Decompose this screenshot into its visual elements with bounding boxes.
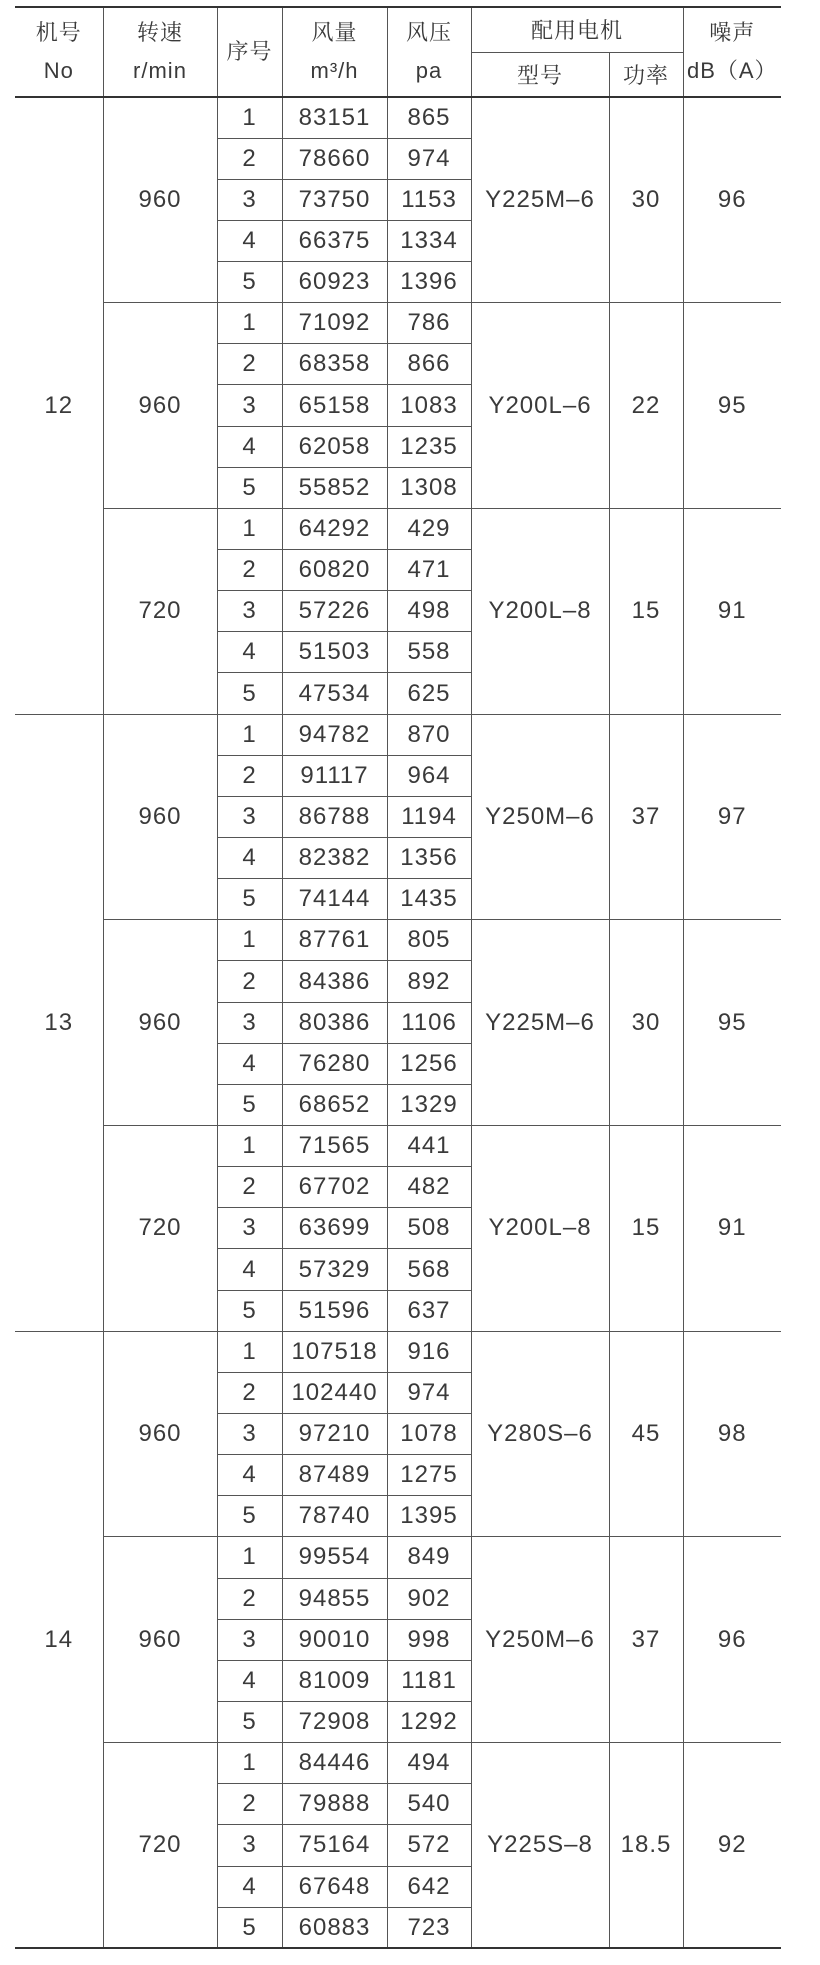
airflow-cell: 102440 [282,1372,387,1413]
airflow-cell: 51596 [282,1290,387,1331]
seq-cell: 3 [217,1619,282,1660]
header-speed-cn: 转速 [136,20,183,45]
header-noise-unit: dB（A） [686,58,778,83]
seq-cell: 3 [217,1414,282,1455]
noise-cell: 91 [683,508,781,714]
pressure-cell: 1106 [387,1002,471,1043]
pressure-cell: 786 [387,303,471,344]
table-row [15,1537,781,1578]
header-seq [217,7,282,97]
pressure-cell: 805 [387,920,471,961]
seq-cell: 5 [217,1084,282,1125]
machine-no-cell: 14 [15,1331,103,1948]
seq-cell: 3 [217,591,282,632]
airflow-cell: 99554 [282,1537,387,1578]
airflow-cell: 78660 [282,138,387,179]
airflow-cell: 68358 [282,344,387,385]
noise-cell: 97 [683,714,781,920]
seq-cell: 2 [217,1372,282,1413]
header-pressure [387,7,471,97]
speed-cell: 960 [103,714,217,920]
airflow-cell: 79888 [282,1784,387,1825]
motor-model-cell: Y200L–6 [471,303,609,509]
seq-cell: 2 [217,1578,282,1619]
pressure-cell: 1292 [387,1701,471,1742]
airflow-cell: 51503 [282,632,387,673]
fan-performance-table [15,6,781,1949]
motor-power-cell: 45 [609,1331,683,1537]
header-motor-title: 配用电机 [531,18,624,44]
noise-cell: 98 [683,1331,781,1537]
pressure-cell: 1194 [387,796,471,837]
seq-cell: 4 [217,1043,282,1084]
airflow-cell: 76280 [282,1043,387,1084]
airflow-cell: 87761 [282,920,387,961]
pressure-cell: 441 [387,1126,471,1167]
speed-cell: 960 [103,97,217,303]
motor-model-cell: Y225M–6 [471,920,609,1126]
pressure-cell: 642 [387,1866,471,1907]
seq-cell: 2 [217,1784,282,1825]
header-motor-power [609,52,683,97]
airflow-cell: 78740 [282,1496,387,1537]
seq-cell: 5 [217,879,282,920]
airflow-cell: 71565 [282,1126,387,1167]
header-machine-no [15,7,103,97]
noise-cell: 96 [683,97,781,303]
header-speed-unit: r/min [133,58,187,83]
seq-cell: 5 [217,467,282,508]
pressure-cell: 494 [387,1743,471,1784]
airflow-cell: 87489 [282,1455,387,1496]
airflow-cell: 97210 [282,1414,387,1455]
speed-cell: 720 [103,1743,217,1949]
seq-cell: 4 [217,632,282,673]
seq-cell: 5 [217,1907,282,1948]
table-row [15,303,781,344]
airflow-cell: 80386 [282,1002,387,1043]
noise-cell: 96 [683,1537,781,1743]
seq-cell: 4 [217,1866,282,1907]
noise-cell: 92 [683,1743,781,1949]
table-body [15,97,781,1948]
airflow-cell: 71092 [282,303,387,344]
pressure-cell: 974 [387,138,471,179]
noise-cell: 95 [683,920,781,1126]
motor-power-cell: 30 [609,97,683,303]
airflow-cell: 81009 [282,1660,387,1701]
speed-cell: 960 [103,1331,217,1537]
airflow-cell: 84386 [282,961,387,1002]
seq-cell: 4 [217,1455,282,1496]
header-motor-power-label: 功率 [623,62,670,88]
header-machine-no-cn: 机号 [35,20,82,45]
airflow-cell: 57329 [282,1249,387,1290]
speed-cell: 720 [103,1126,217,1332]
seq-cell: 3 [217,1825,282,1866]
airflow-cell: 60883 [282,1907,387,1948]
pressure-cell: 1308 [387,467,471,508]
airflow-cell: 63699 [282,1208,387,1249]
seq-cell: 1 [217,714,282,755]
pressure-cell: 558 [387,632,471,673]
pressure-cell: 1275 [387,1455,471,1496]
airflow-cell: 86788 [282,796,387,837]
pressure-cell: 508 [387,1208,471,1249]
airflow-cell: 66375 [282,220,387,261]
pressure-cell: 1256 [387,1043,471,1084]
motor-model-cell: Y250M–6 [471,714,609,920]
airflow-cell: 62058 [282,426,387,467]
seq-cell: 1 [217,97,282,138]
speed-cell: 960 [103,1537,217,1743]
pressure-cell: 1181 [387,1660,471,1701]
header-motor-model-label: 型号 [516,62,563,88]
motor-model-cell: Y250M–6 [471,1537,609,1743]
pressure-cell: 723 [387,1907,471,1948]
header-row [15,7,781,52]
motor-power-cell: 30 [609,920,683,1126]
airflow-cell: 94855 [282,1578,387,1619]
seq-cell: 3 [217,179,282,220]
seq-cell: 2 [217,550,282,591]
airflow-cell: 107518 [282,1331,387,1372]
airflow-cell: 83151 [282,97,387,138]
pressure-cell: 892 [387,961,471,1002]
pressure-cell: 1334 [387,220,471,261]
seq-cell: 4 [217,426,282,467]
seq-cell: 1 [217,920,282,961]
header-airflow [282,7,387,97]
table-row [15,920,781,961]
pressure-cell: 1396 [387,262,471,303]
speed-cell: 720 [103,508,217,714]
pressure-cell: 1153 [387,179,471,220]
header-pressure-cn: 风压 [405,20,452,45]
machine-no-cell: 12 [15,97,103,714]
airflow-cell: 68652 [282,1084,387,1125]
airflow-cell: 47534 [282,673,387,714]
pressure-cell: 572 [387,1825,471,1866]
header-airflow-unit: m³/h [310,58,359,83]
noise-cell: 91 [683,1126,781,1332]
table-row [15,97,781,138]
header-airflow-cn: 风量 [311,20,358,45]
seq-cell: 5 [217,1496,282,1537]
pressure-cell: 568 [387,1249,471,1290]
seq-cell: 2 [217,961,282,1002]
seq-cell: 5 [217,673,282,714]
motor-model-cell: Y280S–6 [471,1331,609,1537]
seq-cell: 1 [217,1743,282,1784]
seq-cell: 5 [217,1290,282,1331]
airflow-cell: 91117 [282,755,387,796]
motor-power-cell: 15 [609,508,683,714]
seq-cell: 2 [217,755,282,796]
header-seq-label: 序号 [226,39,273,64]
airflow-cell: 82382 [282,838,387,879]
pressure-cell: 866 [387,344,471,385]
seq-cell: 2 [217,1167,282,1208]
seq-cell: 1 [217,508,282,549]
header-noise-cn: 噪声 [709,20,756,45]
header-motor-model [471,52,609,97]
pressure-cell: 916 [387,1331,471,1372]
seq-cell: 3 [217,796,282,837]
pressure-cell: 974 [387,1372,471,1413]
airflow-cell: 67702 [282,1167,387,1208]
pressure-cell: 1083 [387,385,471,426]
header-pressure-unit: pa [415,58,443,83]
seq-cell: 3 [217,385,282,426]
pressure-cell: 1356 [387,838,471,879]
pressure-cell: 998 [387,1619,471,1660]
seq-cell: 4 [217,838,282,879]
seq-cell: 3 [217,1002,282,1043]
airflow-cell: 75164 [282,1825,387,1866]
pressure-cell: 498 [387,591,471,632]
pressure-cell: 1078 [387,1414,471,1455]
pressure-cell: 1235 [387,426,471,467]
seq-cell: 5 [217,262,282,303]
airflow-cell: 65158 [282,385,387,426]
seq-cell: 1 [217,1331,282,1372]
table-row [15,714,781,755]
seq-cell: 4 [217,1249,282,1290]
machine-no-cell: 13 [15,714,103,1331]
motor-power-cell: 37 [609,714,683,920]
speed-cell: 960 [103,920,217,1126]
seq-cell: 2 [217,138,282,179]
pressure-cell: 1329 [387,1084,471,1125]
seq-cell: 5 [217,1701,282,1742]
seq-cell: 3 [217,1208,282,1249]
pressure-cell: 429 [387,508,471,549]
pressure-cell: 625 [387,673,471,714]
seq-cell: 1 [217,303,282,344]
header-machine-no-en: No [43,58,74,83]
seq-cell: 4 [217,1660,282,1701]
airflow-cell: 94782 [282,714,387,755]
motor-model-cell: Y225M–6 [471,97,609,303]
pressure-cell: 1395 [387,1496,471,1537]
header-noise [683,7,781,97]
airflow-cell: 55852 [282,467,387,508]
airflow-cell: 74144 [282,879,387,920]
table-row [15,1743,781,1784]
motor-power-cell: 15 [609,1126,683,1332]
seq-cell: 1 [217,1126,282,1167]
airflow-cell: 72908 [282,1701,387,1742]
pressure-cell: 902 [387,1578,471,1619]
airflow-cell: 60820 [282,550,387,591]
motor-model-cell: Y200L–8 [471,508,609,714]
seq-cell: 2 [217,344,282,385]
header-speed [103,7,217,97]
pressure-cell: 540 [387,1784,471,1825]
motor-power-cell: 37 [609,1537,683,1743]
table-row [15,1126,781,1167]
airflow-cell: 64292 [282,508,387,549]
pressure-cell: 870 [387,714,471,755]
motor-power-cell: 18.5 [609,1743,683,1949]
noise-cell: 95 [683,303,781,509]
motor-model-cell: Y200L–8 [471,1126,609,1332]
speed-cell: 960 [103,303,217,509]
table-row [15,508,781,549]
seq-cell: 1 [217,1537,282,1578]
table-header [15,7,781,97]
table-row [15,1331,781,1372]
airflow-cell: 73750 [282,179,387,220]
pressure-cell: 964 [387,755,471,796]
airflow-cell: 60923 [282,262,387,303]
pressure-cell: 471 [387,550,471,591]
pressure-cell: 637 [387,1290,471,1331]
airflow-cell: 90010 [282,1619,387,1660]
pressure-cell: 1435 [387,879,471,920]
pressure-cell: 849 [387,1537,471,1578]
motor-model-cell: Y225S–8 [471,1743,609,1949]
airflow-cell: 84446 [282,1743,387,1784]
airflow-cell: 57226 [282,591,387,632]
motor-power-cell: 22 [609,303,683,509]
pressure-cell: 865 [387,97,471,138]
header-motor [471,7,683,52]
airflow-cell: 67648 [282,1866,387,1907]
pressure-cell: 482 [387,1167,471,1208]
seq-cell: 4 [217,220,282,261]
